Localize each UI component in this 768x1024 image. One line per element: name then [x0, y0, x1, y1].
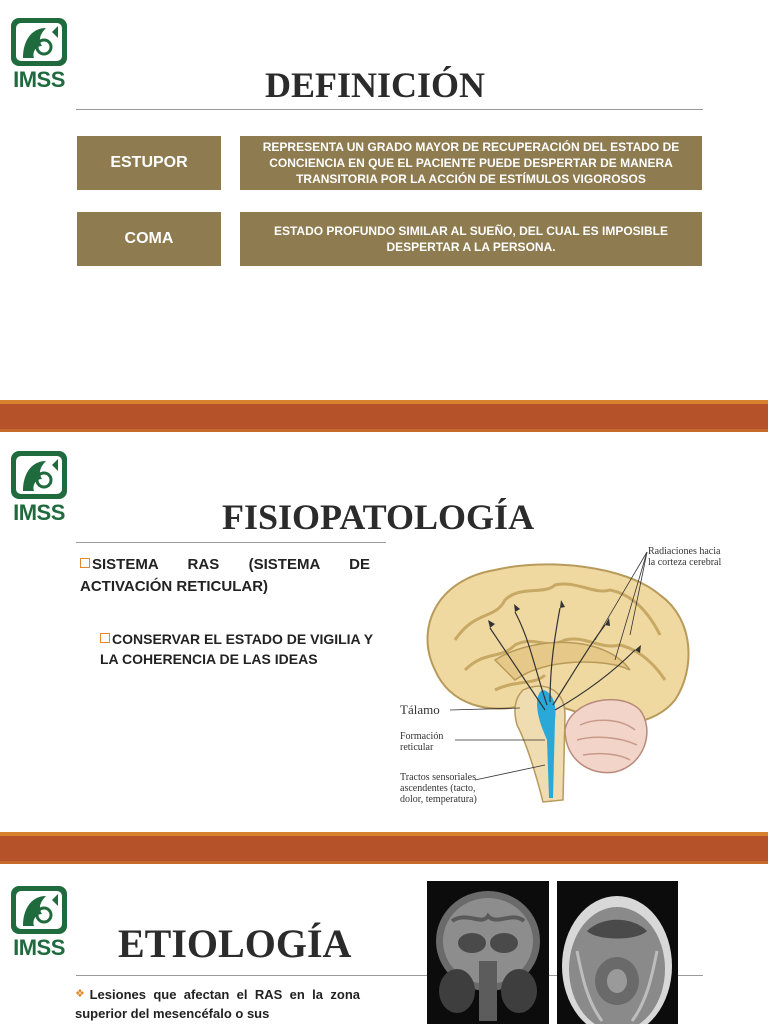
- imss-logo: [6, 449, 72, 524]
- slide-fisiopatologia: [0, 432, 768, 832]
- imss-eagle-icon: [6, 16, 72, 68]
- slide-separator-band: [0, 832, 768, 864]
- imss-eagle-icon: [6, 449, 72, 501]
- term-box-coma: COMA: [77, 212, 221, 266]
- checkbox-bullet-icon: [100, 633, 110, 643]
- term-box-estupor: ESTUPOR: [77, 136, 221, 190]
- checkbox-bullet-icon: [80, 558, 90, 568]
- page-title: DEFINICIÓN: [265, 65, 486, 105]
- cerebellum-shape: [565, 700, 647, 773]
- title-divider: [76, 542, 386, 543]
- page-title: ETIOLOGÍA: [118, 921, 352, 966]
- definition-box-coma: ESTADO PROFUNDO SIMILAR AL SUEÑO, DEL CUAL ES IMPOSIBLE DESPERTAR A LA PERSONA.: [240, 212, 702, 266]
- slide-etiologia: [0, 864, 768, 1024]
- logo-text: IMSS: [13, 500, 65, 525]
- bullet-sistema-ras: SISTEMA RAS (SISTEMA DE ACTIVACIÓN RETICULAR): [80, 556, 370, 595]
- title-divider: [76, 109, 703, 110]
- imss-logo: [6, 884, 72, 959]
- label-formacion-reticular: Formación reticular: [400, 731, 444, 753]
- label-talamo: Tálamo: [400, 702, 440, 717]
- mri-axial-image: [557, 881, 678, 1024]
- brain-ras-figure: [395, 540, 725, 810]
- page-title: FISIOPATOLOGÍA: [222, 497, 535, 537]
- mri-coronal-image: [427, 881, 549, 1024]
- imss-logo: [6, 16, 72, 91]
- logo-text: IMSS: [13, 935, 65, 960]
- definition-box-estupor: REPRESENTA UN GRADO MAYOR DE RECUPERACIÓN DEL ESTADO DE CONCIENCIA EN QUE EL PACIENTE PUEDE DESPERTAR DE MANERA TRANSITORIA POR LA ACCIÓN DE ESTÍMULOS VIGOROSOS: [240, 136, 702, 190]
- logo-text: IMSS: [13, 67, 65, 92]
- label-tractos-sensoriales: Tractos sensoriales ascendentes (tacto, dolor, temperatura): [400, 772, 477, 805]
- bullet-vigilia: CONSERVAR EL ESTADO DE VIGILIA Y LA COHERENCIA DE LAS IDEAS: [100, 631, 373, 667]
- imss-eagle-icon: [6, 884, 72, 936]
- diamond-bullet-icon: ❖: [75, 988, 89, 1000]
- slide-separator-band: [0, 400, 768, 432]
- slide-definicion: [0, 0, 768, 400]
- bullet-lesiones: ❖Lesiones que afectan el RAS en la zona superior del mesencéfalo o sus: [75, 987, 360, 1021]
- label-radiaciones: Radiaciones hacia la corteza cerebral: [648, 546, 722, 568]
